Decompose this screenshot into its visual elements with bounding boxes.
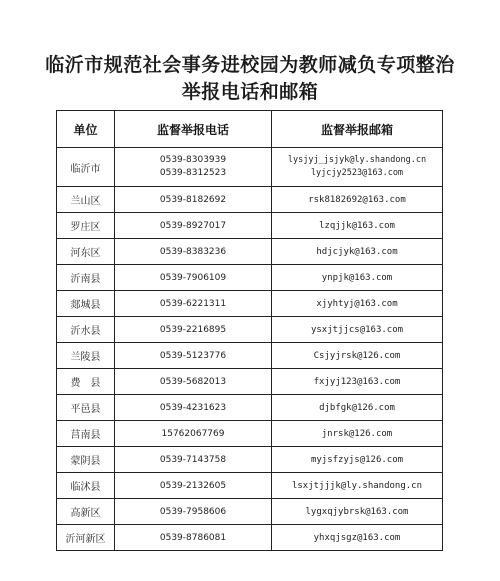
unit-cell: 郯城县 bbox=[57, 291, 115, 317]
contacts-table bbox=[56, 110, 443, 551]
phone-cell: 0539-8927017 bbox=[115, 213, 272, 239]
unit-cell: 高新区 bbox=[57, 499, 115, 525]
phone-text: 0539-8303939 bbox=[159, 155, 227, 165]
unit-cell: 临沭县 bbox=[57, 473, 115, 499]
unit-cell: 平邑县 bbox=[57, 395, 115, 421]
phone-cell bbox=[115, 148, 272, 187]
email-cell: lzqjjk@163.com bbox=[272, 213, 443, 239]
email-cell: rsk8182692@163.com bbox=[272, 187, 443, 213]
table-body bbox=[57, 148, 443, 551]
unit-cell: 莒南县 bbox=[57, 421, 115, 447]
email-cell: myjsfzyjs@126.com bbox=[272, 447, 443, 473]
unit-cell: 沂河新区 bbox=[57, 525, 115, 551]
email-cell: Csjyjrsk@126.com bbox=[272, 343, 443, 369]
email-cell: lygxqjybrsk@163.com bbox=[272, 499, 443, 525]
table-row bbox=[57, 317, 443, 343]
table-row bbox=[57, 369, 443, 395]
email-cell: yhxqjsgz@163.com bbox=[272, 525, 443, 551]
phone-text: 0539-8312523 bbox=[159, 168, 227, 178]
header-phone: 监督举报电话 bbox=[115, 111, 272, 148]
phone-cell: 0539-8786081 bbox=[115, 525, 272, 551]
header-unit: 单位 bbox=[57, 111, 115, 148]
unit-cell: 兰陵县 bbox=[57, 343, 115, 369]
table-row bbox=[57, 213, 443, 239]
table-row bbox=[57, 291, 443, 317]
phone-cell: 0539-8383236 bbox=[115, 239, 272, 265]
table-header-row bbox=[57, 111, 443, 148]
email-cell: hdjcjyk@163.com bbox=[272, 239, 443, 265]
email-text: lyjcjy2523@163.com bbox=[310, 168, 404, 178]
phone-cell: 0539-7143758 bbox=[115, 447, 272, 473]
header-email: 监督举报邮箱 bbox=[272, 111, 443, 148]
page-title-line-2: 举报电话和邮箱 bbox=[181, 81, 319, 103]
table-row bbox=[57, 187, 443, 213]
phone-cell: 15762067769 bbox=[115, 421, 272, 447]
table-row bbox=[57, 239, 443, 265]
table-row bbox=[57, 421, 443, 447]
table-row bbox=[57, 473, 443, 499]
email-cell: jnrsk@126.com bbox=[272, 421, 443, 447]
email-cell: fxjyj123@163.com bbox=[272, 369, 443, 395]
email-cell: djbfgk@126.com bbox=[272, 395, 443, 421]
unit-cell: 临沂市 bbox=[57, 148, 115, 187]
email-cell: xjyhtyj@163.com bbox=[272, 291, 443, 317]
unit-cell: 罗庄区 bbox=[57, 213, 115, 239]
phone-cell: 0539-7958606 bbox=[115, 499, 272, 525]
phone-cell: 0539-5682013 bbox=[115, 369, 272, 395]
unit-cell: 蒙阴县 bbox=[57, 447, 115, 473]
unit-cell: 兰山区 bbox=[57, 187, 115, 213]
table-row bbox=[57, 499, 443, 525]
unit-cell: 沂南县 bbox=[57, 265, 115, 291]
phone-cell: 0539-2132605 bbox=[115, 473, 272, 499]
phone-cell: 0539-7906109 bbox=[115, 265, 272, 291]
email-cell bbox=[272, 148, 443, 187]
table-row bbox=[57, 395, 443, 421]
email-cell: lsxjtjjjk@ly.shandong.cn bbox=[272, 473, 443, 499]
email-cell: ynpjk@163.com bbox=[272, 265, 443, 291]
unit-cell: 沂水县 bbox=[57, 317, 115, 343]
table-row bbox=[57, 265, 443, 291]
table-row bbox=[57, 447, 443, 473]
table-row bbox=[57, 525, 443, 551]
phone-cell: 0539-4231623 bbox=[115, 395, 272, 421]
email-text: lysjyj_jsjyk@ly.shandong.cn bbox=[287, 155, 427, 165]
page-title-line-1: 临沂市规范社会事务进校园为教师减负专项整治 bbox=[45, 54, 455, 76]
email-cell: ysxjtjjcs@163.com bbox=[272, 317, 443, 343]
phone-cell: 0539-8182692 bbox=[115, 187, 272, 213]
phone-cell: 0539-5123776 bbox=[115, 343, 272, 369]
table-row bbox=[57, 148, 443, 187]
table-row bbox=[57, 343, 443, 369]
phone-cell: 0539-2216895 bbox=[115, 317, 272, 343]
unit-cell: 河东区 bbox=[57, 239, 115, 265]
phone-cell: 0539-6221311 bbox=[115, 291, 272, 317]
unit-cell: 费 县 bbox=[57, 369, 115, 395]
